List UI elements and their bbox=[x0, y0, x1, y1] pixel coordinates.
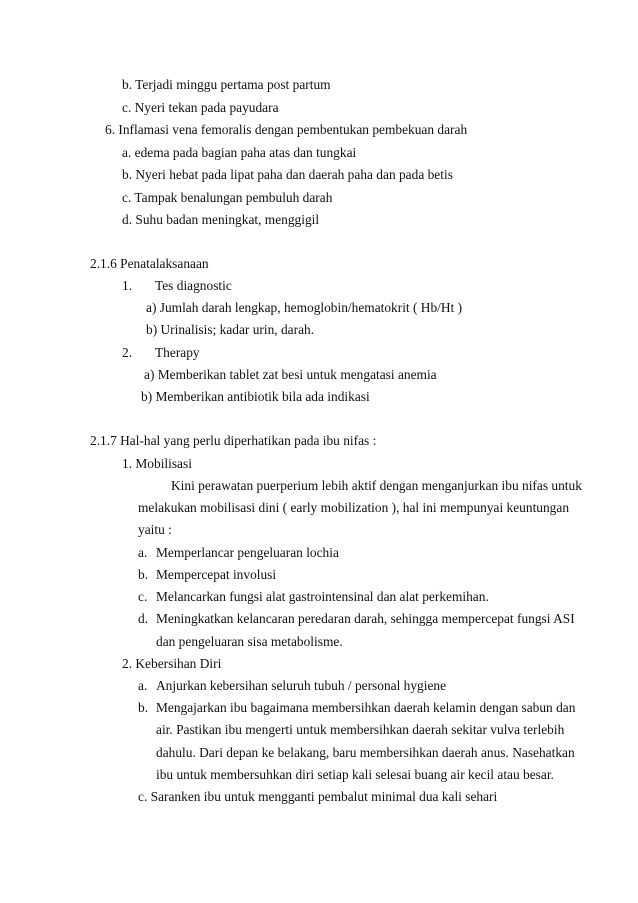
paragraph-line: melakukan mobilisasi dini ( early mobilization ), hal ini mempunyai keuntungan bbox=[138, 500, 570, 515]
text-line: d. Suhu badan meningkat, menggigil bbox=[122, 212, 320, 227]
list-letter: b. bbox=[138, 700, 149, 715]
paragraph-line: Meningkatkan kelancaran peredaran darah, sehingga mempercepat fungsi ASI bbox=[156, 611, 575, 626]
text-line: b. Terjadi minggu pertama post partum bbox=[122, 77, 331, 92]
list-letter: a. bbox=[138, 678, 148, 693]
text-line: c. Tampak benalungan pembuluh darah bbox=[122, 190, 333, 205]
text-line: Melancarkan fungsi alat gastrointensinal dan alat perkemihan. bbox=[156, 589, 489, 604]
text-line: dan pengeluaran sisa metabolisme. bbox=[156, 634, 343, 649]
text-line: ibu untuk membersuhkan diri setiap kali selesai buang air kecil atau besar. bbox=[156, 767, 554, 782]
paragraph-line: Kini perawatan puerperium lebih aktif dengan menganjurkan ibu nifas untuk bbox=[171, 478, 582, 493]
text-line: a) Jumlah darah lengkap, hemoglobin/hematokrit ( Hb/Ht ) bbox=[146, 300, 463, 315]
list-letter: c. bbox=[138, 589, 148, 604]
text-line: a) Memberikan tablet zat besi untuk mengatasi anemia bbox=[144, 367, 437, 382]
list-letter: b. bbox=[138, 567, 149, 582]
text-line: b) Memberikan antibiotik bila ada indikasi bbox=[141, 389, 370, 404]
text-line: yaitu : bbox=[138, 522, 172, 537]
text-line: b. Nyeri hebat pada lipat paha dan daerah paha dan pada betis bbox=[122, 167, 453, 182]
text-line: c. Nyeri tekan pada payudara bbox=[122, 100, 279, 115]
text-line: Memperlancar pengeluaran lochia bbox=[156, 545, 339, 560]
text-line: Therapy bbox=[155, 345, 200, 360]
text-line: b) Urinalisis; kadar urin, darah. bbox=[146, 322, 315, 337]
text-line: 2. Kebersihan Diri bbox=[122, 656, 222, 671]
text-line: c. Saranken ibu untuk mengganti pembalut minimal dua kali sehari bbox=[138, 789, 498, 804]
paragraph-line: Mengajarkan ibu bagaimana membersihkan daerah kelamin dengan sabun dan bbox=[156, 700, 576, 715]
paragraph-line: dahulu. Dari depan ke belakang, baru membersihkan daerah anus. Nasehatkan bbox=[156, 745, 575, 760]
list-number: 2. bbox=[122, 345, 133, 360]
section-heading: 2.1.7 Hal-hal yang perlu diperhatikan pada ibu nifas : bbox=[90, 433, 377, 448]
text-line: Mempercepat involusi bbox=[156, 567, 277, 582]
text-line: Tes diagnostic bbox=[155, 278, 232, 293]
text-line: a. edema pada bagian paha atas dan tungkai bbox=[122, 145, 357, 160]
list-letter: d. bbox=[138, 611, 149, 626]
paragraph-line: air. Pastikan ibu mengerti untuk membersihkan daerah sekitar vulva terlebih bbox=[156, 722, 565, 737]
text-line: 1. Mobilisasi bbox=[122, 456, 192, 471]
text-line: Anjurkan kebersihan seluruh tubuh / personal hygiene bbox=[156, 678, 447, 693]
section-heading: 2.1.6 Penatalaksanaan bbox=[90, 256, 209, 271]
list-number: 1. bbox=[122, 278, 133, 293]
text-line: 6. Inflamasi vena femoralis dengan pembentukan pembekuan darah bbox=[105, 122, 468, 137]
list-letter: a. bbox=[138, 545, 148, 560]
